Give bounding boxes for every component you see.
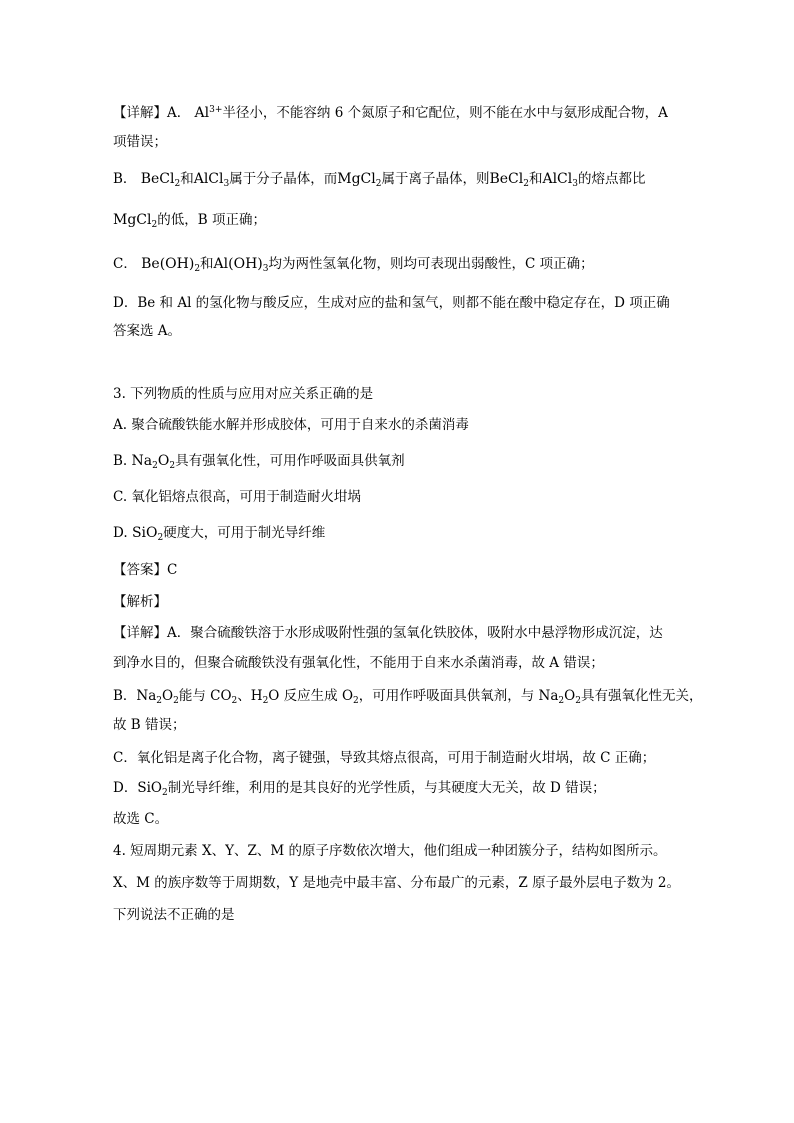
q3-option-d: D. SiO$_2$硬度大，可用于制光导纤维 [113, 525, 326, 543]
q3-option-a: A. 聚合硫酸铁能水解并形成胶体，可用于自来水的杀菌消毒 [113, 417, 469, 433]
q2-detail-a-line1: 【详解】A． $Al^{3+}$半径小，不能容纳 6 个氮原子和它配位，则不能在水中与氨形成配合物，A [113, 105, 668, 121]
q4-stem-line3: 下列说法不正确的是 [113, 907, 235, 923]
q2-detail-b-line1: B． BeCl$_2$和AlCl$_3$属于分子晶体，而MgCl$_2$属于离子晶体，则BeCl$_2$和AlCl$_3$的熔点都比 [113, 171, 646, 189]
q3-option-b: B. $Na_2O_2$具有强氧化性，可用作呼吸面具供氧剂 [113, 453, 405, 471]
q3-detail-b-line2: 故 B 错误； [113, 717, 186, 733]
q2-detail-a-line2: 项错误； [113, 134, 167, 150]
q3-analysis-label: 【解析】 [113, 594, 167, 610]
q3-stem: 3. 下列物质的性质与应用对应关系正确的是 [113, 386, 374, 402]
q2-answer-select: 答案选 A。 [113, 323, 182, 339]
q3-detail-line1: 【详解】A．聚合硫酸铁溶于水形成吸附性强的氢氧化铁胶体，吸附水中悬浮物形成沉淀，达 [113, 625, 663, 641]
q3-detail-line2: 到净水目的，但聚合硫酸铁没有强氧化性，不能用于自来水杀菌消毒，故 A 错误； [113, 655, 604, 671]
detail-label: 【详解】 [113, 105, 167, 121]
q3-detail-b-line1: B．$Na_2O_2$能与 $CO_2$、$H_2O$ 反应生成 $O_2$，可用作呼吸面具供氧剂，与 $Na_2O_2$具有强氧化性无关， [113, 688, 703, 706]
q2-detail-c: C． $Be(OH)_2$和$Al(OH)_3$均为两性氢氧化物，则均可表现出弱酸性，C 项正确； [113, 256, 594, 274]
q3-option-c: C. 氧化铝熔点很高，可用于制造耐火坩埚 [113, 489, 361, 505]
answer-value: C [167, 562, 178, 578]
q3-detail-c: C．氧化铝是离子化合物，离子键强，导致其熔点很高，可用于制造耐火坩埚，故 C 正确； [113, 750, 656, 766]
al-ion: $Al^{3+}$ [194, 105, 223, 121]
answer-label: 【答案】 [113, 562, 167, 578]
q2-detail-b-line2: MgCl$_2$的低，B 项正确； [113, 212, 266, 230]
q3-answer [113, 561, 177, 579]
q2-detail-d: D．Be 和 Al 的氢化物与酸反应，生成对应的盐和氢气，则都不能在酸中稳定存在，D 项正确 [113, 295, 670, 311]
q4-stem-line1: 4. 短周期元素 X、Y、Z、M 的原子序数依次增大，他们组成一种团簇分子，结构如图所示。 [113, 843, 667, 859]
q3-detail-d: D．SiO$_2$制光导纤维，利用的是其良好的光学性质，与其硬度大无关，故 D 错误； [113, 780, 606, 798]
q4-stem-line2: X、M 的族序数等于周期数，Y 是地壳中最丰富、分布最广的元素，Z 原子最外层电子数为 2。 [113, 875, 680, 891]
q3-conclusion: 故选 C。 [113, 811, 169, 827]
